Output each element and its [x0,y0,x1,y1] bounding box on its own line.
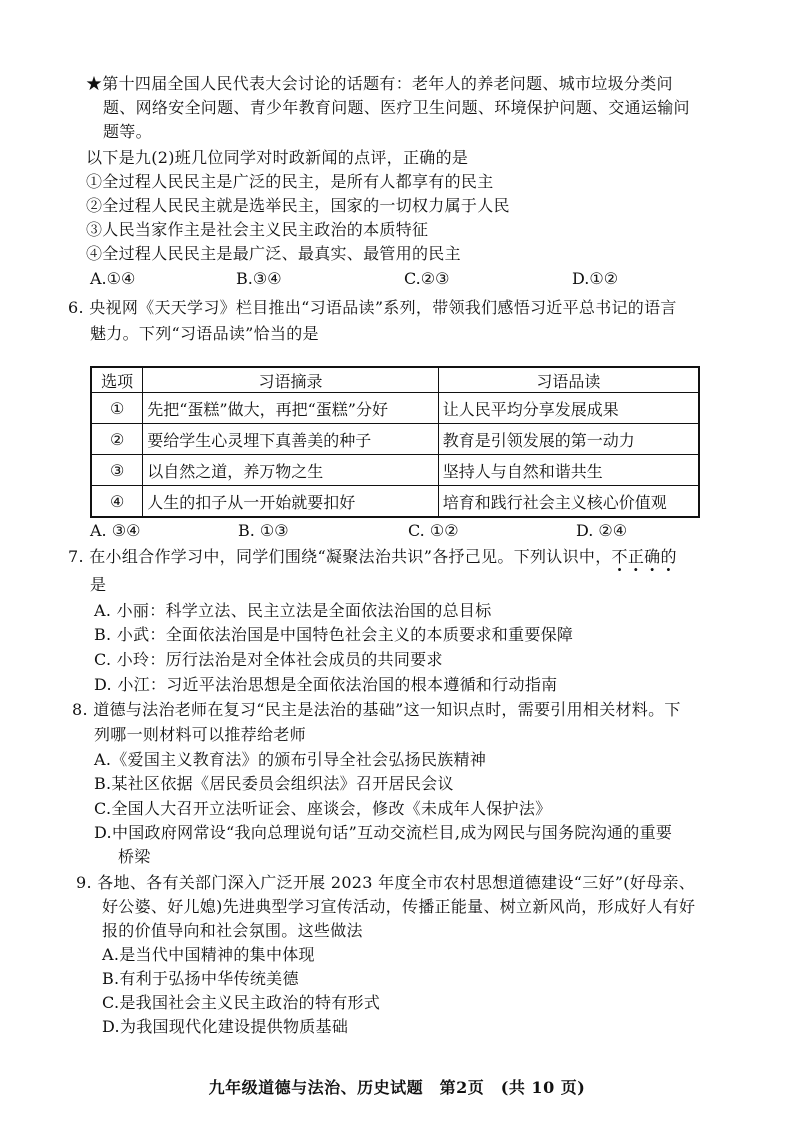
table-cell: 先把“蛋糕”做大，再把“蛋糕”分好 [143,393,438,424]
emphasis-char: 不 [611,547,628,566]
q6-stem-line-1: 6. 央视网《天天学习》栏目推出“习语品读”系列，带领我们感悟习近平总书记的语言 [68,298,677,317]
option-b[interactable]: B.③④ [236,269,282,288]
q7-option-d[interactable]: D. 小江：习近平法治思想是全面依法治国的根本遵循和行动指南 [94,675,558,694]
table-header-cell: 习语品读 [438,367,699,393]
intro-item-4: ④全过程人民民主是最广泛、最真实、最管用的民主 [86,244,461,263]
q9-option-c[interactable]: C.是我国社会主义民主政治的特有形式 [102,993,381,1012]
q9-option-d[interactable]: D.为我国现代化建设提供物质基础 [102,1017,349,1036]
table-cell: ① [91,393,143,424]
option-c[interactable]: C.②③ [404,269,450,288]
table-cell: 教育是引领发展的第一动力 [438,424,699,455]
q7-option-a[interactable]: A. 小丽：科学立法、民主立法是全面依法治国的总目标 [94,601,492,620]
q7-option-c[interactable]: C. 小玲：厉行法治是对全体社会成员的共同要求 [94,650,443,669]
table-cell: ③ [91,455,143,486]
q6-table [90,366,700,518]
q8-option-d-cont: 桥梁 [118,847,151,866]
emphasis-char: 正 [627,547,645,566]
intro-item-2: ②全过程人民民主就是选举民主，国家的一切权力属于人民 [86,196,510,215]
q7-stem-line-1 [68,546,677,568]
table-cell: 培育和践行社会主义核心价值观 [438,486,699,518]
table-cell: ④ [91,486,143,518]
q7-stem-line-2: 是 [90,575,107,594]
q9-stem-line-2: 好公婆、好儿媳)先进典型学习宣传活动，传播正能量、树立新风尚，形成好人有好 [102,897,696,916]
q6-stem-line-2: 魅力。下列“习语品读”恰当的是 [90,324,319,343]
intro-question: 以下是九(2)班几位同学对时政新闻的点评，正确的是 [86,148,469,167]
table-row [91,486,699,518]
q7-stem-text: 7. 在小组合作学习中，同学们围绕“凝聚法治共识”各抒己见。下列认识中， [68,547,612,566]
emphasis-char: 确 [644,547,661,566]
table-cell: 坚持人与自然和谐共生 [438,455,699,486]
q8-option-a[interactable]: A.《爱国主义教育法》的颁布引导全社会弘扬民族精神 [94,750,487,769]
page-footer: 九年级道德与法治、历史试题 第2页 (共 10 页) [208,1078,586,1097]
table-header-cell: 习语摘录 [143,367,438,393]
q8-stem-line-1: 8. 道德与法治老师在复习“民主是法治的基础”这一知识点时，需要引用相关材料。下 [72,700,681,719]
table-header-cell: 选项 [91,367,143,393]
table-cell: 人生的扣子从一开始就要扣好 [143,486,438,518]
option-c[interactable]: C. ①② [408,521,459,540]
q9-stem-line-3: 报的价值导向和社会氛围。这些做法 [102,921,363,940]
q8-stem-line-2: 列哪一则材料可以推荐给老师 [94,725,306,744]
q9-option-a[interactable]: A.是当代中国精神的集中体现 [102,945,315,964]
intro-options [90,268,710,290]
table-header-row [91,367,699,393]
intro-line-2: 题、网络安全问题、青少年教育问题、医疗卫生问题、环境保护问题、交通运输问 [103,98,690,117]
q6-options [90,520,730,542]
q8-option-b[interactable]: B.某社区依据《居民委员会组织法》召开居民会议 [94,774,454,793]
q8-option-c[interactable]: C.全国人大召开立法听证会、座谈会，修改《未成年人保护法》 [94,799,552,818]
q8-option-d[interactable]: D.中国政府网常设“我向总理说句话”互动交流栏目,成为网民与国务院沟通的重要 [94,823,673,842]
q9-option-b[interactable]: B.有利于弘扬中华传统美德 [102,969,299,988]
option-d[interactable]: D.①② [572,269,619,288]
table-row [91,424,699,455]
intro-line-1: ★第十四届全国人民代表大会讨论的话题有：老年人的养老问题、城市垃圾分类问 [86,74,673,93]
table-cell: ② [91,424,143,455]
table-row [91,455,699,486]
option-b[interactable]: B. ①③ [238,521,289,540]
table-cell: 要给学生心灵埋下真善美的种子 [143,424,438,455]
intro-line-3: 题等。 [103,122,152,141]
table-cell: 让人民平均分享发展成果 [438,393,699,424]
option-a[interactable]: A. ③④ [90,521,141,540]
option-d[interactable]: D. ②④ [576,521,628,540]
emphasis-char: 的 [660,547,677,566]
intro-item-1: ①全过程人民民主是广泛的民主，是所有人都享有的民主 [86,172,494,191]
q9-stem-line-1: 9. 各地、各有关部门深入广泛开展 2023 年度全市农村思想道德建设“三好”(好母亲、 [76,873,696,892]
q7-option-b[interactable]: B. 小武：全面依法治国是中国特色社会主义的本质要求和重要保障 [94,625,574,644]
table-cell: 以自然之道，养万物之生 [143,455,438,486]
table-row [91,393,699,424]
intro-item-3: ③人民当家作主是社会主义民主政治的本质特征 [86,220,429,239]
option-a[interactable]: A.①④ [90,269,136,288]
